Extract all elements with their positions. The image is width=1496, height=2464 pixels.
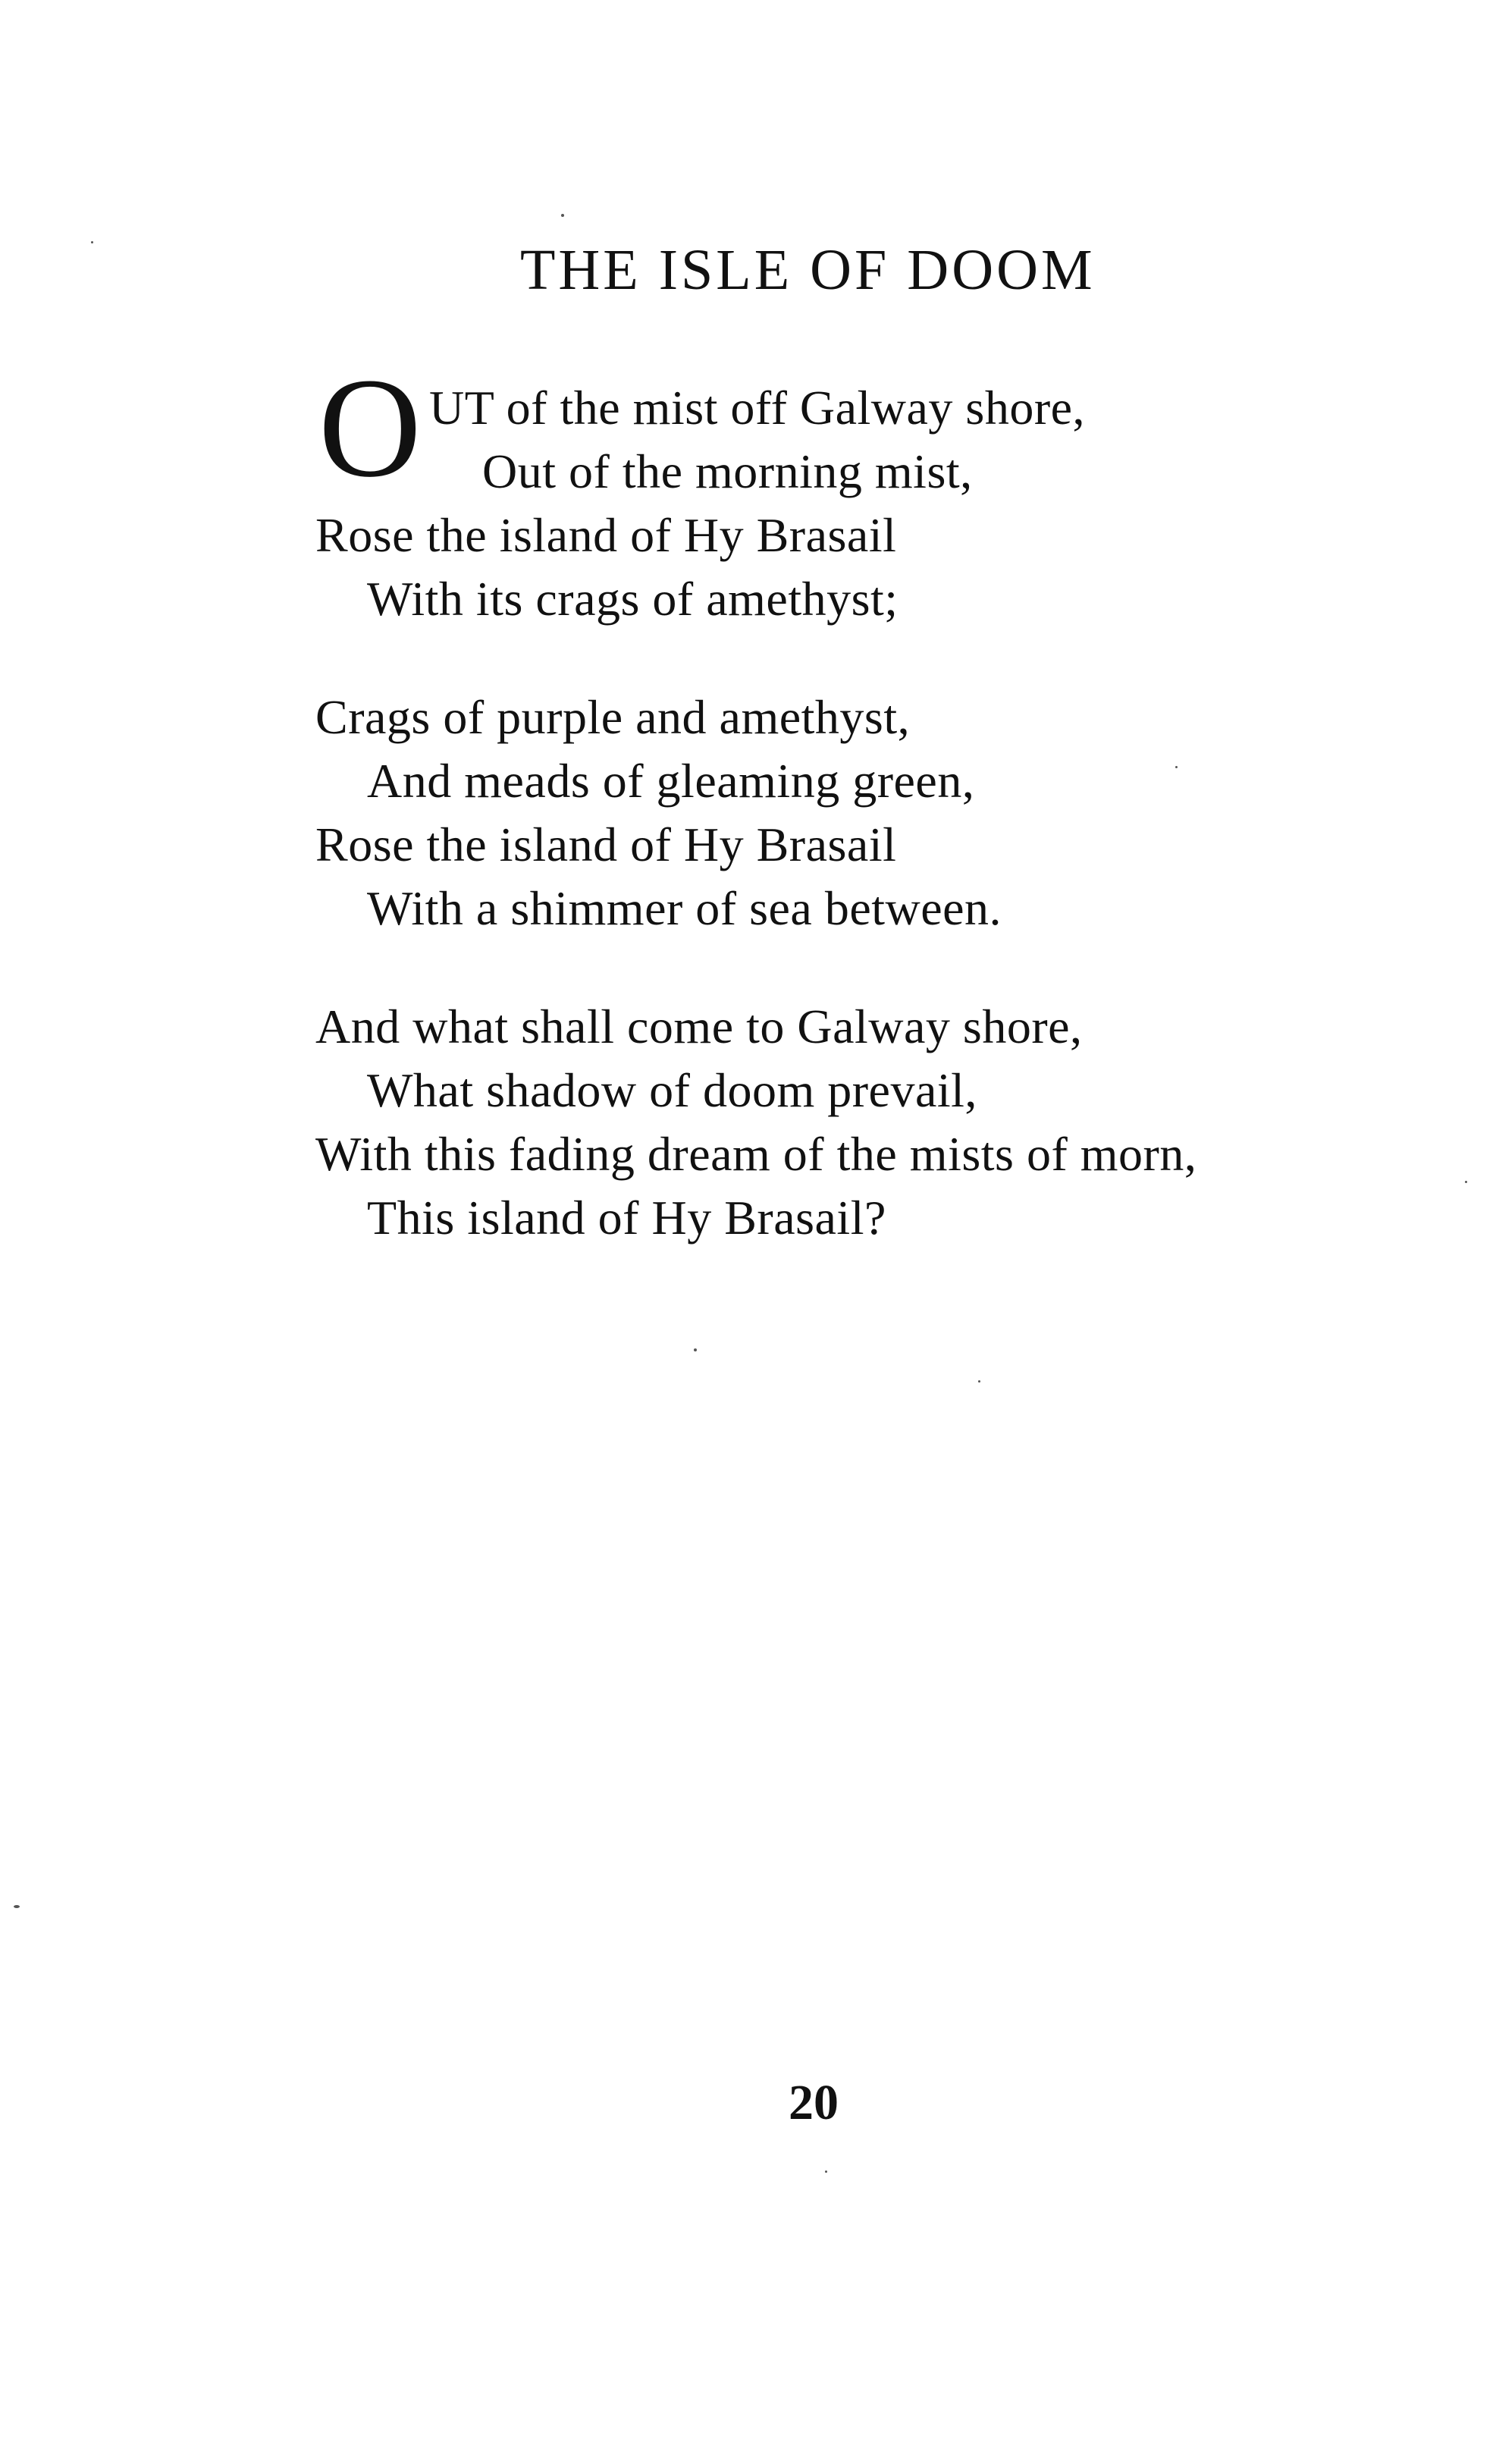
poem-line: Rose the island of Hy Brasail: [315, 508, 897, 562]
poem-line: With its crags of amethyst;: [367, 572, 899, 626]
page-number: 20: [789, 2075, 839, 2130]
scan-speck: [694, 1348, 697, 1351]
scan-speck: [978, 1380, 980, 1383]
scan-speck: [825, 2171, 827, 2173]
drop-cap-letter: O: [318, 348, 422, 507]
scan-speck: [561, 214, 564, 217]
poem-line: This island of Hy Brasail?: [367, 1191, 886, 1245]
scan-speck: [1175, 766, 1178, 768]
scan-speck: [91, 241, 93, 243]
scan-speck: [14, 1905, 20, 1908]
poem-line: And what shall come to Galway shore,: [315, 1000, 1083, 1053]
poem-line: What shadow of doom prevail,: [367, 1063, 977, 1117]
poem-line: With this fading dream of the mists of morn,: [315, 1127, 1197, 1181]
poem-title: THE ISLE OF DOOM: [520, 238, 1096, 302]
poem-line: With a shimmer of sea between.: [367, 881, 1002, 935]
poem-line: Out of the morning mist,: [482, 444, 973, 498]
scan-speck: [1465, 1181, 1467, 1183]
poem-line: Crags of purple and amethyst,: [315, 690, 911, 744]
poem-line: Rose the island of Hy Brasail: [315, 818, 897, 871]
poem-line: UT of the mist off Galway shore,: [429, 381, 1086, 435]
poem-line: And meads of gleaming green,: [367, 754, 975, 808]
